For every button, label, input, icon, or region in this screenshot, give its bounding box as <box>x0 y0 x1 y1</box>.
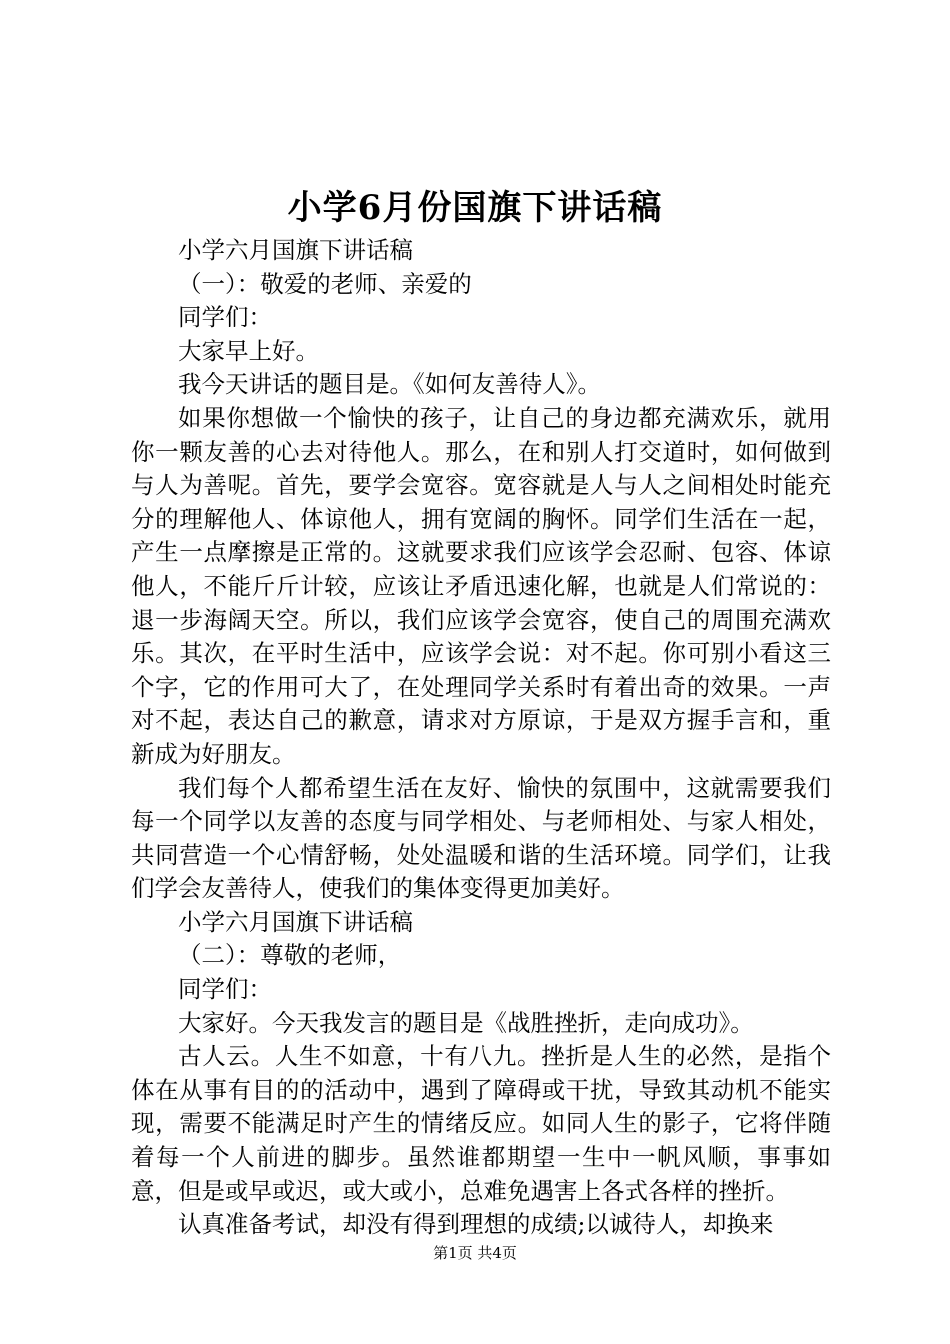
paragraph: （一）：敬爱的老师、亲爱的 <box>178 269 472 298</box>
paragraph: 如果你想做一个愉快的孩子，让自己的身边都充满欢乐，就用你一颗友善的心去对待他人。那么，在和别人打交道时，如何做到与人为善呢。首先，要学会宽容。宽容就是人与人之间相处时能充分的理解他人、体谅他人，拥有宽阔的胸怀。同学们生活在一起，产生一点摩擦是正常的。这就要求我们应该学会忍耐、包容、体谅他人，不能斤斤计较，应该让矛盾迅速化解，也就是人们常说的：退一步海阔天空。所以，我们应该学会宽容，使自己的周围充满欢乐。其次，在平时生活中，应该学会说：对不起。你可别小看这三个字，它的作用可大了，在处理同学关系时有着出奇的效果。一声对不起，表达自己的歉意，请求对方原谅，于是双方握手言和，重新成为好朋友。 <box>131 403 831 768</box>
page-footer: 第1页 共4页 <box>433 1244 517 1262</box>
paragraph: 小学六月国旗下讲话稿 <box>178 907 413 936</box>
paragraph: 同学们： <box>178 975 272 1004</box>
document-title: 小学6月份国旗下讲话稿 <box>287 188 663 228</box>
paragraph: 我今天讲话的题目是。《如何友善待人》。 <box>178 370 601 399</box>
paragraph: 大家好。今天我发言的题目是《战胜挫折，走向成功》。 <box>178 1008 754 1037</box>
paragraph: 同学们： <box>178 303 272 332</box>
document-body <box>131 234 831 1242</box>
paragraph: 认真准备考试，却没有得到理想的成绩;以诚待人，却换来 <box>178 1210 774 1239</box>
paragraph: （二）：尊敬的老师， <box>178 941 402 970</box>
paragraph: 我们每个人都希望生活在友好、愉快的氛围中，这就需要我们每一个同学以友善的态度与同学相处、与老师相处、与家人相处，共同营造一个心情舒畅，处处温暖和谐的生活环境。同学们，让我们学会友善待人，使我们的集体变得更加美好。 <box>131 773 831 903</box>
paragraph: 大家早上好。 <box>178 336 319 365</box>
paragraph: 古人云。人生不如意，十有八九。挫折是人生的必然，是指个体在从事有目的的活动中，遇到了障碍或干扰，导致其动机不能实现，需要不能满足时产生的情绪反应。如同人生的影子，它将伴随着每一个人前进的脚步。虽然谁都期望一生中一帆风顺，事事如意，但是或早或迟，或大或小，总难免遇害上各式各样的挫折。 <box>131 1042 831 1205</box>
paragraph: 小学六月国旗下讲话稿 <box>178 236 413 264</box>
